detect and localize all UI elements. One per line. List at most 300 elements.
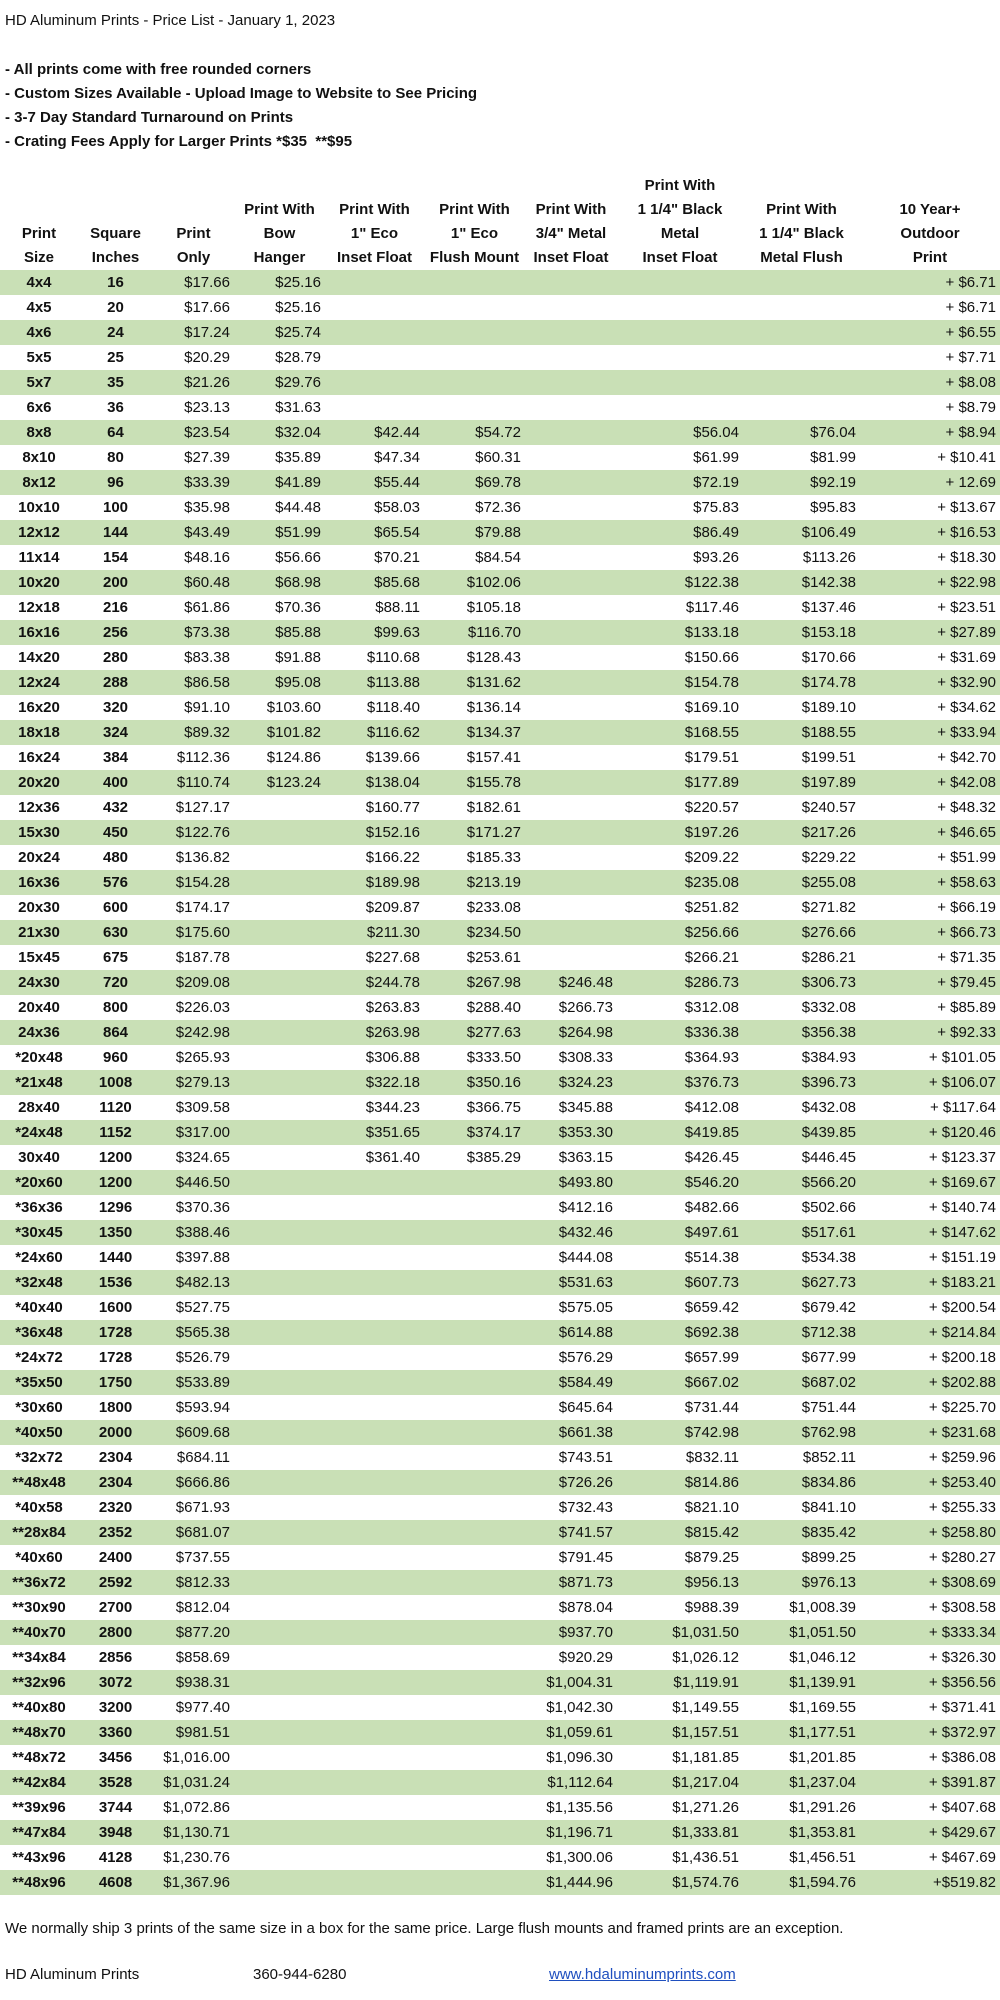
cell-metal-inset-float: [525, 420, 617, 445]
cell-metal-inset-float: [525, 820, 617, 845]
cell-eco-flush-mount: $155.78: [424, 770, 525, 795]
cell-bow-hanger: $41.89: [234, 470, 325, 495]
cell-black-metal-inset-float: $266.21: [684, 949, 739, 966]
cell-outdoor-print: + $258.80: [860, 1520, 1000, 1545]
cell-black-metal-inset-float: $659.42: [684, 1299, 739, 1316]
cell-square-inches: 1350: [78, 1220, 153, 1245]
table-row: [0, 420, 1000, 445]
note-item: - Crating Fees Apply for Larger Prints *$35 **$95: [5, 133, 353, 150]
cell-print-only: $110.74: [153, 770, 234, 795]
cell-outdoor-print: + $6.71: [945, 299, 996, 316]
cell-metal-inset-float: $920.29: [558, 1649, 613, 1666]
cell-print-size: 5x7: [0, 370, 78, 395]
cell-metal-inset-float: $531.63: [525, 1270, 617, 1295]
cell-eco-inset-float: $88.11: [375, 599, 420, 616]
cell-outdoor-print: + $200.18: [928, 1349, 996, 1366]
cell-black-metal-flush: $240.57: [801, 799, 856, 816]
col-header-eco-flush-mount: Print With 1" Eco Flush Mount: [429, 201, 520, 266]
cell-print-only: $1,230.76: [163, 1849, 230, 1866]
table-row: [0, 845, 1000, 870]
cell-print-size: **39x96: [12, 1799, 66, 1816]
cell-outdoor-print: + $120.46: [860, 1120, 1000, 1145]
table-row: [0, 1245, 1000, 1270]
cell-outdoor-print: + $32.90: [860, 670, 1000, 695]
cell-metal-inset-float: $1,444.96: [525, 1870, 617, 1895]
cell-square-inches: 2320: [98, 1499, 133, 1516]
cell-metal-inset-float: $575.05: [558, 1299, 613, 1316]
cell-print-only: $527.75: [175, 1299, 230, 1316]
cell-eco-flush-mount: $366.75: [466, 1099, 521, 1116]
cell-print-size: 8x10: [22, 449, 56, 466]
footer-company: HD Aluminum Prints: [5, 1966, 140, 1983]
cell-outdoor-print: + $255.33: [928, 1499, 996, 1516]
cell-bow-hanger: [234, 1820, 325, 1845]
cell-print-only: $593.94: [175, 1399, 230, 1416]
cell-square-inches: 1800: [98, 1399, 133, 1416]
cell-black-metal-inset-float: $1,149.55: [672, 1699, 739, 1716]
cell-square-inches: 600: [102, 899, 129, 916]
cell-eco-inset-float: [325, 1220, 424, 1245]
cell-black-metal-flush: $197.89: [743, 770, 860, 795]
cell-black-metal-inset-float: $220.57: [684, 799, 739, 816]
table-row: [0, 1195, 1000, 1220]
cell-bow-hanger: [234, 1045, 325, 1070]
cell-eco-flush-mount: [424, 1820, 525, 1845]
cell-square-inches: 144: [78, 520, 153, 545]
cell-eco-flush-mount: [424, 1495, 525, 1520]
cell-square-inches: 1440: [98, 1249, 133, 1266]
cell-outdoor-print: + $16.53: [860, 520, 1000, 545]
cell-black-metal-flush: $113.26: [802, 549, 856, 566]
cell-metal-inset-float: $937.70: [525, 1620, 617, 1645]
cell-outdoor-print: + $8.94: [860, 420, 1000, 445]
cell-black-metal-inset-float: $419.85: [617, 1120, 743, 1145]
cell-square-inches: 2700: [98, 1599, 133, 1616]
cell-metal-inset-float: $726.26: [525, 1470, 617, 1495]
cell-print-size: 20x30: [18, 899, 60, 916]
cell-eco-flush-mount: [424, 1370, 525, 1395]
cell-outdoor-print: + $386.08: [928, 1749, 996, 1766]
table-row: [0, 795, 1000, 820]
cell-outdoor-print: + $92.33: [860, 1020, 1000, 1045]
cell-metal-inset-float: $791.45: [558, 1549, 613, 1566]
note-item: - Custom Sizes Available - Upload Image to Website to See Pricing: [5, 85, 478, 102]
cell-eco-flush-mount: [424, 1870, 525, 1895]
cell-outdoor-print: + $101.05: [928, 1049, 996, 1066]
table-row: [0, 1170, 1000, 1195]
cell-outdoor-print: + $326.30: [928, 1649, 996, 1666]
cell-bow-hanger: [234, 1020, 325, 1045]
cell-black-metal-inset-float: $93.26: [693, 549, 739, 566]
cell-print-size: **48x72: [12, 1749, 66, 1766]
cell-square-inches: 2592: [78, 1570, 153, 1595]
cell-outdoor-print: + $7.71: [945, 349, 996, 366]
cell-outdoor-print: + $371.41: [928, 1699, 996, 1716]
cell-black-metal-flush: $356.38: [743, 1020, 860, 1045]
cell-square-inches: 1008: [78, 1070, 153, 1095]
cell-print-size: 30x40: [18, 1149, 60, 1166]
col-header-print-size: Print Size: [21, 225, 57, 266]
cell-metal-inset-float: [525, 470, 617, 495]
cell-square-inches: 80: [107, 449, 124, 466]
cell-print-size: *24x48: [0, 1120, 78, 1145]
cell-black-metal-inset-float: [617, 295, 743, 320]
cell-metal-inset-float: [525, 345, 617, 370]
cell-black-metal-inset-float: $286.73: [617, 970, 743, 995]
cell-square-inches: 2400: [98, 1549, 133, 1566]
cell-eco-inset-float: [325, 1620, 424, 1645]
cell-metal-inset-float: $324.23: [525, 1070, 617, 1095]
col-header-bow-hanger: Print With Bow Hanger: [244, 201, 315, 266]
cell-outdoor-print: + $34.62: [937, 699, 996, 716]
cell-eco-flush-mount: [424, 1695, 525, 1720]
table-row: [0, 1370, 1000, 1395]
cell-black-metal-flush: $751.44: [801, 1399, 856, 1416]
cell-metal-inset-float: [525, 595, 617, 620]
cell-square-inches: 1120: [99, 1099, 132, 1116]
cell-print-size: *40x60: [15, 1549, 63, 1566]
cell-outdoor-print: + $58.63: [860, 870, 1000, 895]
cell-black-metal-flush: $1,046.12: [789, 1649, 856, 1666]
cell-eco-flush-mount: $233.08: [466, 899, 521, 916]
cell-print-size: 15x45: [18, 949, 60, 966]
cell-print-only: $61.86: [184, 599, 230, 616]
cell-eco-flush-mount: $69.78: [424, 470, 525, 495]
cell-black-metal-inset-float: $197.26: [617, 820, 743, 845]
cell-outdoor-print: + $46.65: [860, 820, 1000, 845]
cell-metal-inset-float: $576.29: [558, 1349, 613, 1366]
cell-square-inches: 1728: [98, 1349, 133, 1366]
table-row: [0, 1220, 1000, 1245]
cell-black-metal-flush: $255.08: [743, 870, 860, 895]
cell-black-metal-flush: $153.18: [743, 620, 860, 645]
cell-eco-flush-mount: $350.16: [424, 1070, 525, 1095]
cell-bow-hanger: [234, 1145, 325, 1170]
cell-outdoor-print: + $42.08: [860, 770, 1000, 795]
cell-metal-inset-float: $246.48: [525, 970, 617, 995]
cell-print-size: **30x90: [12, 1599, 66, 1616]
cell-eco-inset-float: [325, 1820, 424, 1845]
cell-eco-inset-float: $116.62: [325, 720, 424, 745]
cell-print-only: $60.48: [153, 570, 234, 595]
cell-bow-hanger: [234, 820, 325, 845]
cell-black-metal-flush: $852.11: [802, 1449, 856, 1466]
cell-bow-hanger: $28.79: [275, 349, 321, 366]
cell-eco-flush-mount: [424, 1670, 525, 1695]
cell-print-size: **43x96: [12, 1849, 66, 1866]
cell-black-metal-inset-float: $1,271.26: [672, 1799, 739, 1816]
cell-square-inches: 2800: [78, 1620, 153, 1645]
cell-black-metal-flush: $81.99: [810, 449, 856, 466]
cell-metal-inset-float: $1,196.71: [525, 1820, 617, 1845]
cell-print-size: 12x12: [0, 520, 78, 545]
table-row: [0, 1595, 1000, 1620]
cell-bow-hanger: [234, 1245, 325, 1270]
cell-print-size: *36x36: [15, 1199, 63, 1216]
cell-print-only: $1,072.86: [163, 1799, 230, 1816]
cell-black-metal-flush: $976.13: [743, 1570, 860, 1595]
cell-metal-inset-float: [525, 570, 617, 595]
cell-print-size: 11x14: [18, 549, 60, 566]
cell-eco-flush-mount: $157.41: [466, 749, 521, 766]
cell-black-metal-flush: $677.99: [801, 1349, 856, 1366]
cell-bow-hanger: [234, 870, 325, 895]
cell-square-inches: 2000: [78, 1420, 153, 1445]
cell-eco-flush-mount: [424, 1320, 525, 1345]
cell-black-metal-flush: $137.46: [801, 599, 856, 616]
table-row: [0, 1070, 1000, 1095]
cell-square-inches: 3744: [98, 1799, 133, 1816]
cell-print-size: 4x5: [26, 299, 52, 316]
cell-black-metal-flush: $432.08: [801, 1099, 856, 1116]
cell-print-only: $812.33: [153, 1570, 234, 1595]
cell-bow-hanger: [234, 1120, 325, 1145]
table-row: [0, 1020, 1000, 1045]
cell-eco-inset-float: [325, 395, 424, 420]
cell-print-size: 28x40: [18, 1099, 60, 1116]
cell-square-inches: 36: [107, 399, 124, 416]
cell-eco-flush-mount: $277.63: [424, 1020, 525, 1045]
cell-print-size: **48x96: [0, 1870, 78, 1895]
cell-square-inches: 960: [102, 1049, 129, 1066]
cell-black-metal-flush: $92.19: [743, 470, 860, 495]
cell-bow-hanger: [234, 1495, 325, 1520]
cell-outdoor-print: + $200.54: [928, 1299, 996, 1316]
cell-black-metal-flush: $306.73: [743, 970, 860, 995]
table-row: [0, 520, 1000, 545]
cell-eco-flush-mount: $253.61: [466, 949, 521, 966]
cell-print-size: *36x48: [0, 1320, 78, 1345]
cell-print-size: *20x60: [0, 1170, 78, 1195]
cell-print-size: *35x50: [0, 1370, 78, 1395]
cell-black-metal-flush: $1,139.91: [743, 1670, 860, 1695]
cell-eco-flush-mount: [424, 370, 525, 395]
cell-black-metal-inset-float: $122.38: [617, 570, 743, 595]
cell-square-inches: 3456: [98, 1749, 133, 1766]
table-row: [0, 970, 1000, 995]
cell-eco-flush-mount: [424, 1845, 525, 1870]
cell-black-metal-flush: $517.61: [743, 1220, 860, 1245]
cell-print-only: $1,367.96: [153, 1870, 234, 1895]
cell-eco-inset-float: [325, 1170, 424, 1195]
cell-square-inches: 24: [78, 320, 153, 345]
cell-outdoor-print: + $225.70: [928, 1399, 996, 1416]
table-row: [0, 895, 1000, 920]
cell-print-size: *40x50: [0, 1420, 78, 1445]
cell-metal-inset-float: [525, 520, 617, 545]
cell-black-metal-inset-float: [617, 320, 743, 345]
cell-eco-inset-float: [325, 1345, 424, 1370]
cell-metal-inset-float: [525, 645, 617, 670]
cell-eco-inset-float: $209.87: [365, 899, 420, 916]
cell-outdoor-print: + $6.55: [860, 320, 1000, 345]
cell-print-only: $175.60: [153, 920, 234, 945]
cell-outdoor-print: + $71.35: [937, 949, 996, 966]
cell-print-only: $446.50: [153, 1170, 234, 1195]
cell-black-metal-inset-float: $251.82: [684, 899, 739, 916]
table-row: [0, 470, 1000, 495]
cell-print-only: $209.08: [153, 970, 234, 995]
table-row: [0, 720, 1000, 745]
cell-metal-inset-float: [525, 370, 617, 395]
cell-square-inches: 1152: [78, 1120, 153, 1145]
cell-black-metal-flush: $835.42: [743, 1520, 860, 1545]
cell-black-metal-flush: $1,201.85: [789, 1749, 856, 1766]
cell-black-metal-inset-float: $692.38: [617, 1320, 743, 1345]
cell-metal-inset-float: [525, 720, 617, 745]
cell-eco-inset-float: $65.54: [325, 520, 424, 545]
cell-metal-inset-float: $871.73: [525, 1570, 617, 1595]
cell-eco-flush-mount: [424, 1720, 525, 1745]
cell-metal-inset-float: $444.08: [558, 1249, 613, 1266]
cell-black-metal-inset-float: $364.93: [684, 1049, 739, 1066]
cell-outdoor-print: + $31.69: [937, 649, 996, 666]
cell-square-inches: 2352: [78, 1520, 153, 1545]
cell-eco-inset-float: $322.18: [325, 1070, 424, 1095]
cell-eco-flush-mount: [424, 1170, 525, 1195]
cell-black-metal-inset-float: $1,119.91: [617, 1670, 743, 1695]
cell-square-inches: 3948: [78, 1820, 153, 1845]
cell-black-metal-flush: $566.20: [743, 1170, 860, 1195]
cell-eco-inset-float: [325, 1770, 424, 1795]
cell-print-only: $174.17: [175, 899, 230, 916]
cell-print-only: $533.89: [153, 1370, 234, 1395]
cell-eco-flush-mount: $213.19: [424, 870, 525, 895]
cell-outdoor-print: + $253.40: [860, 1470, 1000, 1495]
cell-print-only: $187.78: [175, 949, 230, 966]
cell-eco-flush-mount: $385.29: [466, 1149, 521, 1166]
col-header-outdoor-print: 10 Year+ Outdoor Print: [899, 201, 961, 266]
cell-bow-hanger: [234, 945, 325, 970]
cell-outdoor-print: + $308.58: [928, 1599, 996, 1616]
cell-print-only: $877.20: [153, 1620, 234, 1645]
cell-print-only: $388.46: [153, 1220, 234, 1245]
cell-eco-flush-mount: [424, 1295, 525, 1320]
cell-black-metal-flush: $687.02: [743, 1370, 860, 1395]
cell-square-inches: 1600: [98, 1299, 133, 1316]
cell-bow-hanger: [234, 920, 325, 945]
table-row: [0, 1045, 1000, 1070]
table-row: [0, 1745, 1000, 1770]
cell-print-size: 15x30: [0, 820, 78, 845]
cell-black-metal-flush: $1,169.55: [789, 1699, 856, 1716]
cell-black-metal-inset-float: $336.38: [617, 1020, 743, 1045]
footer-website-link[interactable]: www.hdaluminumprints.com: [549, 1966, 736, 1983]
cell-eco-inset-float: [325, 1420, 424, 1445]
cell-print-only: $265.93: [175, 1049, 230, 1066]
cell-black-metal-inset-float: $815.42: [617, 1520, 743, 1545]
cell-print-only: $17.24: [153, 320, 234, 345]
cell-square-inches: 3360: [78, 1720, 153, 1745]
cell-eco-flush-mount: $288.40: [466, 999, 521, 1016]
cell-eco-inset-float: $42.44: [325, 420, 424, 445]
cell-black-metal-inset-float: $168.55: [617, 720, 743, 745]
cell-black-metal-flush: $199.51: [801, 749, 856, 766]
cell-square-inches: 25: [107, 349, 124, 366]
cell-bow-hanger: [234, 1620, 325, 1645]
cell-black-metal-inset-float: $235.08: [617, 870, 743, 895]
shipping-note: We normally ship 3 prints of the same size in a box for the same price. Large flush mounts and framed prints are an exception.: [5, 1920, 844, 1937]
cell-metal-inset-float: [525, 795, 617, 820]
notes-list: [5, 58, 477, 154]
table-row: [0, 770, 1000, 795]
cell-bow-hanger: [234, 1695, 325, 1720]
cell-eco-inset-float: [325, 1745, 424, 1770]
cell-eco-inset-float: [325, 1795, 424, 1820]
cell-print-size: 12x18: [18, 599, 60, 616]
cell-outdoor-print: + $147.62: [860, 1220, 1000, 1245]
cell-square-inches: 1728: [78, 1320, 153, 1345]
cell-eco-inset-float: $189.98: [325, 870, 424, 895]
cell-square-inches: 450: [78, 820, 153, 845]
cell-print-only: $112.36: [176, 749, 230, 766]
cell-print-only: $23.13: [184, 399, 230, 416]
cell-black-metal-inset-float: $179.51: [684, 749, 739, 766]
cell-metal-inset-float: [525, 320, 617, 345]
cell-black-metal-inset-float: $154.78: [617, 670, 743, 695]
cell-print-size: **48x70: [0, 1720, 78, 1745]
cell-eco-flush-mount: $79.88: [424, 520, 525, 545]
cell-eco-inset-float: $166.22: [365, 849, 420, 866]
cell-black-metal-inset-float: $482.66: [684, 1199, 739, 1216]
cell-eco-inset-float: [325, 320, 424, 345]
table-row: [0, 620, 1000, 645]
page-title: HD Aluminum Prints - Price List - January 1, 2023: [5, 12, 336, 29]
cell-metal-inset-float: $264.98: [525, 1020, 617, 1045]
cell-eco-inset-float: [325, 1395, 424, 1420]
cell-bow-hanger: $25.16: [275, 299, 321, 316]
table-row: [0, 1570, 1000, 1595]
cell-eco-flush-mount: [424, 1770, 525, 1795]
cell-bow-hanger: [234, 1070, 325, 1095]
cell-metal-inset-float: [525, 695, 617, 720]
cell-black-metal-inset-float: $514.38: [684, 1249, 739, 1266]
cell-metal-inset-float: $741.57: [525, 1520, 617, 1545]
cell-print-size: *24x60: [15, 1249, 63, 1266]
cell-square-inches: 480: [102, 849, 129, 866]
col-header-square-inches: Square Inches: [90, 225, 141, 266]
cell-outdoor-print: + $23.51: [937, 599, 996, 616]
cell-eco-inset-float: $138.04: [325, 770, 424, 795]
cell-metal-inset-float: [525, 395, 617, 420]
cell-metal-inset-float: [525, 845, 617, 870]
cell-black-metal-inset-float: [617, 270, 743, 295]
cell-square-inches: 2304: [78, 1470, 153, 1495]
cell-bow-hanger: [234, 1720, 325, 1745]
cell-black-metal-flush: $834.86: [743, 1470, 860, 1495]
cell-black-metal-flush: $439.85: [743, 1120, 860, 1145]
table-row: [0, 295, 1000, 320]
cell-black-metal-inset-float: $988.39: [684, 1599, 739, 1616]
cell-metal-inset-float: $353.30: [525, 1120, 617, 1145]
cell-black-metal-flush: $1,353.81: [743, 1820, 860, 1845]
table-row: [0, 945, 1000, 970]
cell-metal-inset-float: [525, 745, 617, 770]
price-table: [0, 174, 1000, 1895]
cell-black-metal-inset-float: $1,026.12: [672, 1649, 739, 1666]
cell-eco-flush-mount: [424, 1620, 525, 1645]
cell-eco-inset-float: [325, 1520, 424, 1545]
cell-outdoor-print: + $85.89: [937, 999, 996, 1016]
cell-eco-inset-float: [325, 1195, 424, 1220]
cell-print-only: $242.98: [153, 1020, 234, 1045]
cell-bow-hanger: [234, 1520, 325, 1545]
cell-bow-hanger: [234, 895, 325, 920]
cell-eco-flush-mount: [424, 1270, 525, 1295]
cell-print-only: $666.86: [153, 1470, 234, 1495]
cell-print-only: $324.65: [175, 1149, 230, 1166]
cell-print-only: $609.68: [153, 1420, 234, 1445]
